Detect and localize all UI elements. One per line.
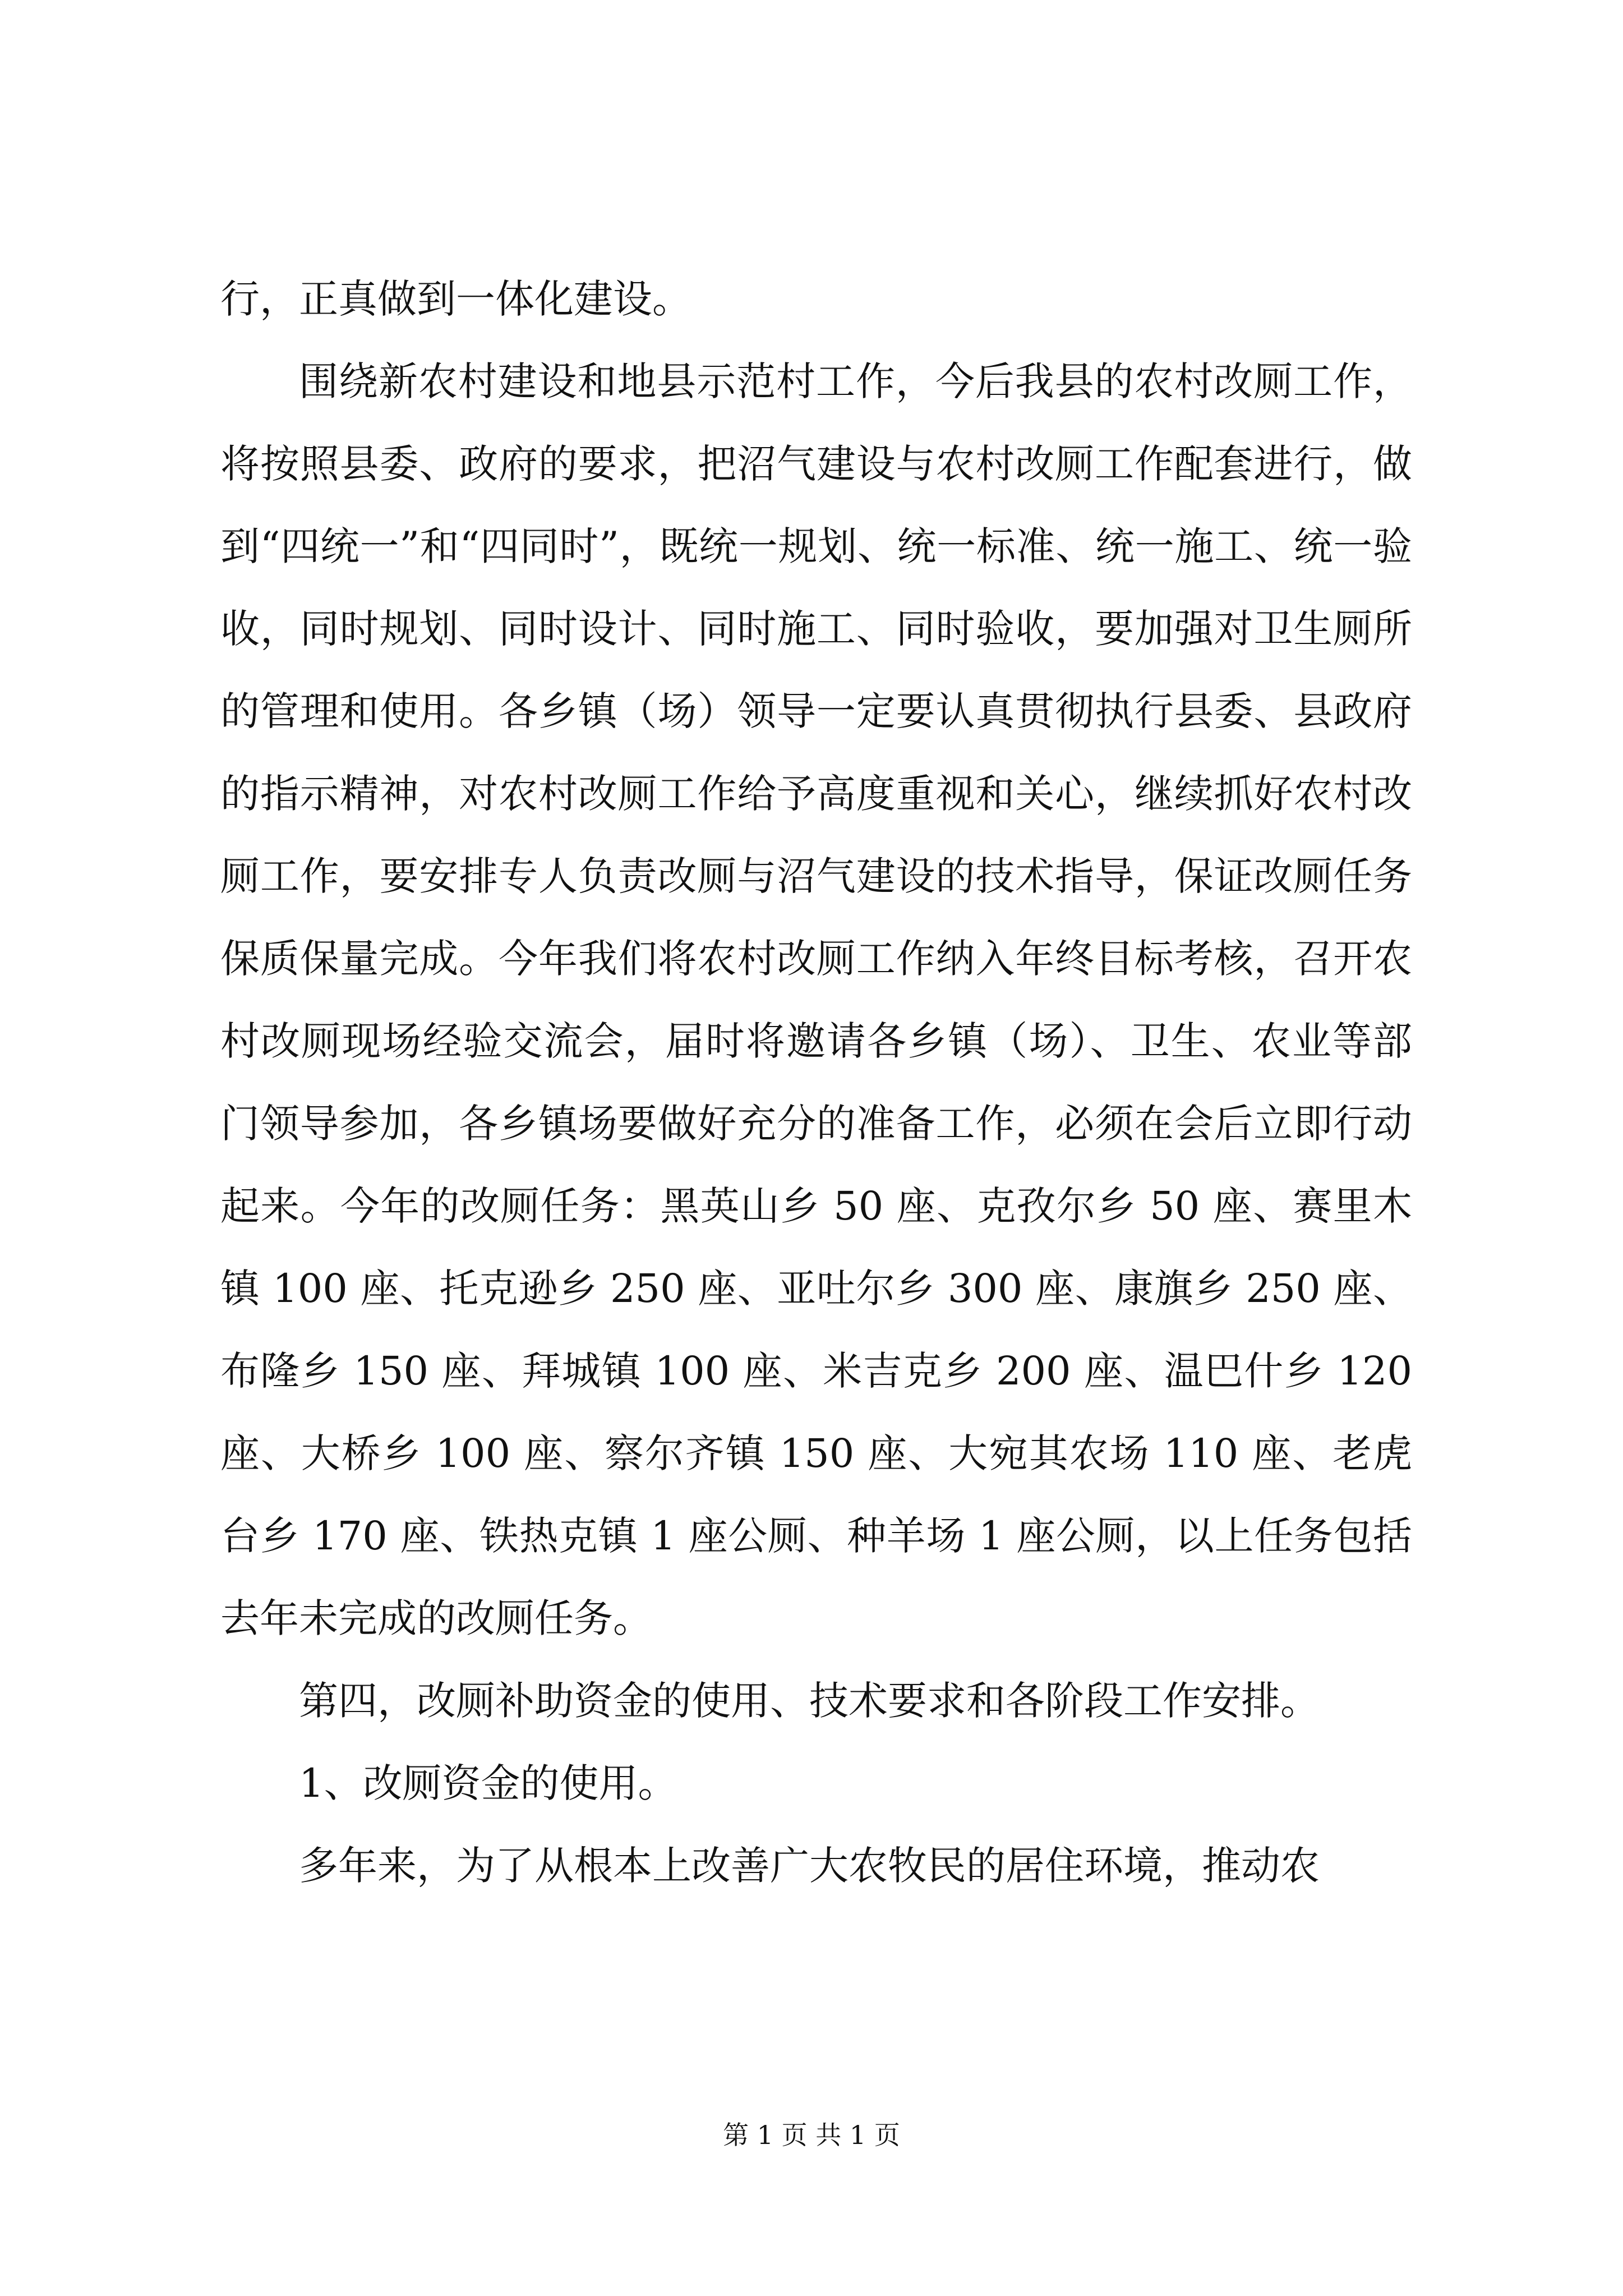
paragraph-funds-intro: 多年来，为了从根本上改善广大农牧民的居住环境，推动农 — [299, 1843, 1320, 1889]
page-footer: 第 1 页 共 1 页 — [723, 2120, 900, 2150]
paragraph-funds-heading: 1、改厕资金的使用。 — [299, 1760, 677, 1806]
paragraph-continuation: 行，正真做到一体化建设。 — [220, 276, 691, 322]
paragraph-section-four: 第四，改厕补助资金的使用、技术要求和各阶段工作安排。 — [299, 1678, 1320, 1724]
paragraph-toilet-reform: 围绕新农村建设和地县示范村工作，今后我县的农村改厕工作，将按照县委、政府的要求，把沼气建设与农村改厕工作配套进行，做到“四统一”和“四同时”，既统一规划、统一标准、统一施工、统一验收，同时规划、同时设计、同时施工、同时验收，要加强对卫生厕所的管理和使用。各乡镇（场）领导一定要认真贯彻执行县委、县政府的指示精神，对农村改厕工作给予高度重视和关心，继续抓好农村改厕工作，要安排专人负责改厕与沼气建设的技术指导，保证改厕任务保质保量完成。今年我们将农村改厕工作纳入年终目标考核，召开农村改厕现场经验交流会，届时将邀请各乡镇（场）、卫生、农业等部门领导参加，各乡镇场要做好充分的准备工作，必须在会后立即行动起来。今年的改厕任务：黑英山乡 50 座、克孜尔乡 50 座、赛里木镇 100 座、托克逊乡 250 座、亚吐尔乡 300 座、康旗乡 250 座、布隆乡 150 座、拜城镇 100 座、米吉克乡 200 座、温巴什乡 120 座、大桥乡 100 座、察尔齐镇 150 座、大宛其农场 110 座、老虎台乡 170 座、铁热克镇 1 座公厕、种羊场 1 座公厕，以上任务包括去年未完成的改厕任务。 — [220, 358, 1412, 1641]
document-body — [220, 258, 1412, 1907]
